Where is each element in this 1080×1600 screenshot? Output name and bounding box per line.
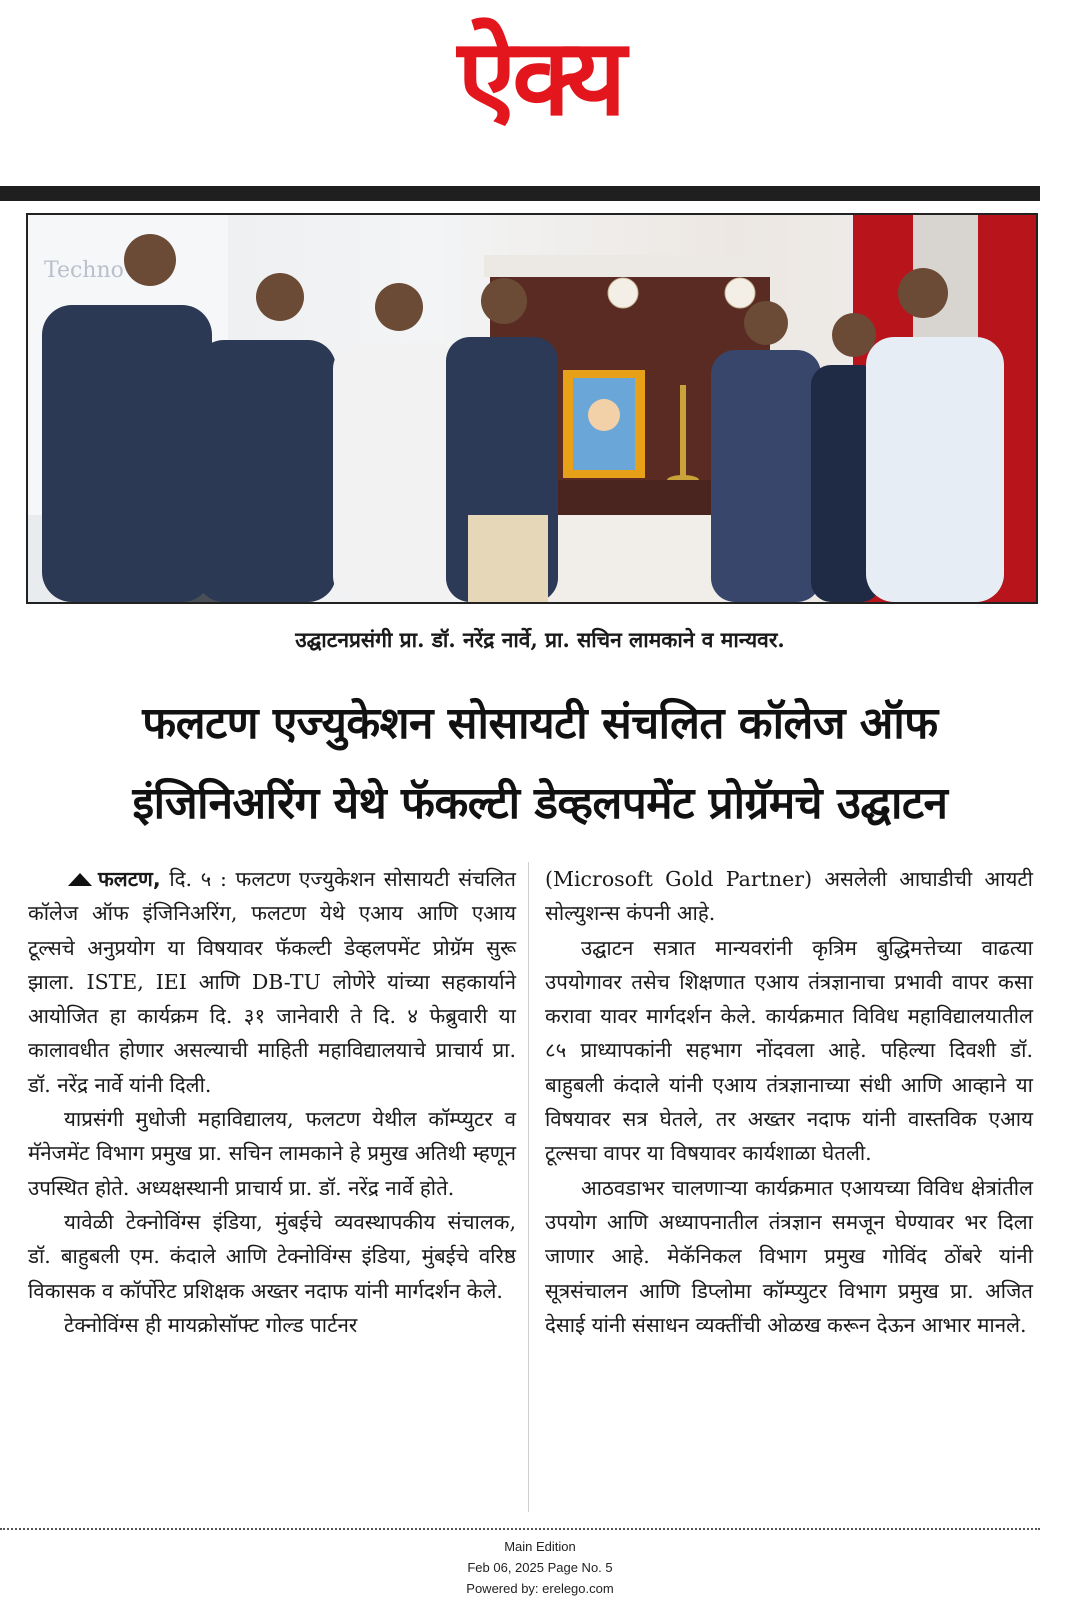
masthead (0, 0, 1080, 170)
group-photo-illustration (28, 215, 1036, 602)
page-footer (0, 1536, 1080, 1599)
triangle-icon (68, 873, 92, 886)
headline (0, 684, 1080, 844)
article-paragraph (28, 862, 516, 1102)
paragraph-text: दि. ५ : फलटण एज्युकेशन सोसायटी संचलित कॉलेज ऑफ इंजिनिअरिंग, फलटण येथे एआय आणि एआय टूल्सचे अनुप्रयोग या विषयावर फॅकल्टी डेव्हलपमेंट प्रोग्रॅम सुरू झाला. ISTE, IEI आणि DB-TU लोणेरे यांच्या सहकार्याने आयोजित हा कार्यक्रम दि. ३१ जानेवारी ते दि. ४ फेब्रुवारी या कालावधीत होणार असल्याची माहिती महाविद्यालयाचे प्राचार्य प्रा. डॉ. नरेंद्र नार्वे यांनी दिली. (28, 867, 516, 1097)
article-paragraph: याप्रसंगी मुधोजी महाविद्यालय, फलटण येथील कॉम्प्युटर व मॅनेजमेंट विभाग प्रमुख प्रा. सचिन लामकाने हे प्रमुख अतिथी म्हणून उपस्थित होते. अध्यक्षस्थानी प्राचार्य प्रा. डॉ. नरेंद्र नार्वे होते. (28, 1107, 516, 1200)
headline-line-2: इंजिनिअरिंग येथे फॅकल्टी डेव्हलपमेंट प्रोग्रॅमचे उद्घाटन (132, 778, 948, 829)
photo-caption: उद्घाटनप्रसंगी प्रा. डॉ. नरेंद्र नार्वे, प्रा. सचिन लामकाने व मान्यवर. (295, 627, 785, 652)
edition-label: Main Edition (504, 1539, 576, 1554)
article-paragraph: टेक्नोविंग्स ही मायक्रोसॉफ्ट गोल्ड पार्टनर (64, 1312, 358, 1337)
headline-line-1: फलटण एज्युकेशन सोसायटी संचलित कॉलेज ऑफ (142, 698, 938, 749)
article-column-left (28, 862, 516, 1342)
newspaper-logo (420, 8, 660, 148)
banner-text: Techno (44, 258, 124, 283)
column-divider (528, 862, 529, 1512)
powered-by-link[interactable]: Powered by: erelego.com (466, 1581, 614, 1596)
article-paragraph: (Microsoft Gold Partner) असलेली आघाडीची आयटी सोल्युशन्स कंपनी आहे. (545, 867, 1033, 926)
article-column-right (545, 862, 1033, 1342)
newspaper-title: ऐक्य (457, 16, 623, 139)
article-paragraph: यावेळी टेक्नोविंग्स इंडिया, मुंबईचे व्यवस्थापकीय संचालक, डॉ. बाहुबली एम. कंदाले आणि टेक्नोविंग्स इंडिया, मुंबईचे वरिष्ठ विकासक व कॉर्पोरेट प्रशिक्षक अख्तर नदाफ यांनी मार्गदर्शन केले. (28, 1209, 516, 1303)
article-paragraph: उद्घाटन सत्रात मान्यवरांनी कृत्रिम बुद्धिमत्तेच्या वाढत्या उपयोगावर तसेच शिक्षणात एआय तंत्रज्ञानाचा प्रभावी वापर कसा करावा यावर मार्गदर्शन केले. कार्यक्रमात विविध महाविद्यालयातील ८५ प्राध्यापकांनी सहभाग नोंदवला आहे. पहिल्या दिवशी डॉ. बाहुबली कंदाले यांनी एआय तंत्रज्ञानाच्या संधी आणि आव्हाने या विषयावर सत्र घेतले, तर अख्तर नदाफ यांनी वास्तविक एआय टूल्सचा वापर या विषयावर कार्यशाळा घेतली. (545, 935, 1033, 1166)
dateline: फलटण, (98, 867, 161, 891)
news-photo (26, 213, 1038, 604)
date-page-label: Feb 06, 2025 Page No. 5 (467, 1560, 613, 1575)
header-rule (0, 186, 1040, 201)
footer-rule (0, 1528, 1040, 1530)
article-paragraph: आठवडाभर चालणाऱ्या कार्यक्रमात एआयच्या विविध क्षेत्रांतील उपयोग आणि अध्यापनातील तंत्रज्ञान समजून घेण्यावर भर दिला जाणार आहे. मेकॅनिकल विभाग प्रमुख गोविंद ठोंबरे यांनी सूत्रसंचालन आणि डिप्लोमा कॉम्प्युटर विभाग प्रमुख प्रा. अजित देसाई यांनी संसाधन व्यक्तींची ओळख करून देऊन आभार मानले. (545, 1175, 1033, 1337)
